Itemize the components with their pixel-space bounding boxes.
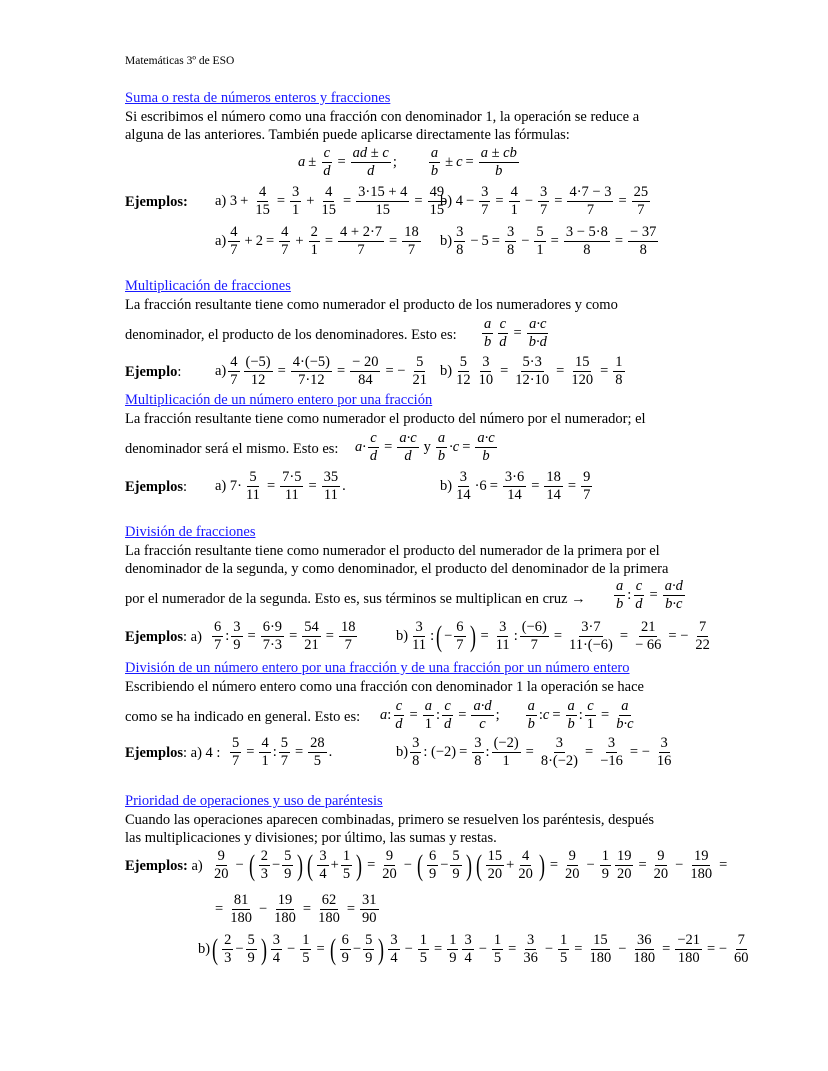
div-examples-label: Ejemplos: a)	[125, 629, 202, 645]
mult-example-b: b) 5 12 $\frac{3}{10}$ = $\frac{5\cdot 3}{12\cdot 10}$ = $\frac{15}{120}$ = $\frac{1}{8}$	[440, 354, 623, 388]
section-title-prioridad: Prioridad de operaciones y uso de paréntesis	[125, 793, 383, 809]
suma-example-a2: a) 4 7 + 2 = $\frac{4}{7}$ + $\frac{2}{1}$ = $\frac{4 + 2\cdot 7}{7}$ = $\frac{18}{7}$	[215, 224, 419, 258]
suma-paragraph-line-2: alguna de las anteriores. También puede aplicarse directamente las fórmulas:	[125, 127, 570, 143]
div-example-b: b) 3 11 : ( − $\frac{6}{7}$ ) = $\frac{3}{11}$ : $\frac{(-6)}{7}$ = $\frac{3\cdot 7}{11\cdot(-6)}$ = $\frac{21}{- 66}$ = − $\frac{7}{22}$	[396, 619, 710, 653]
mult-formula: a b $\frac{c}{d}$ = $\frac{a\cdot c}{b\cdot d}$	[484, 316, 547, 350]
suma-paragraph-line-1: Si escribimos el número como una fracción con denominador 1, la operación se reduce a	[125, 109, 640, 125]
mult-entero-example-a: a) 7· $\frac{5}{11}$ = $\frac{7\cdot 5}{11}$ = $\frac{35}{11}$ .	[215, 469, 346, 503]
div-example-a: 6 7 : $\frac{3}{9}$ = $\frac{6\cdot 9}{7\cdot 3}$ = $\frac{54}{21}$ = $\frac{18}{7}$	[214, 619, 356, 653]
div-paragraph-line-1: La fracción resultante tiene como numerador el producto del numerador de la primera por el	[125, 543, 660, 559]
div-paragraph-line-2: denominador de la segunda, y como denominador, el producto del denominador de la primera	[125, 561, 669, 577]
prioridad-example-a-line-1: 9 20 − ( 2 3 − $\frac{5}{9}$ ) ( 3 4 + $\frac{1}{5}$ ) = $\frac{9}{20}$ − ( 6 9 − $\frac{5}{9}$ ) ( 15 20 + $\frac{4}{20}$ ) = $\frac{9}{20}$ − $\frac{1}{9}$ $\frac{19}{20}$ = $\frac{9}{20}$ − $\frac{19}{180}$ =	[214, 848, 728, 882]
page-header: Matemáticas 3º de ESO	[125, 55, 235, 67]
suma-examples-label: Ejemplos:	[125, 194, 188, 210]
mult-entero-paragraph-line-2: denominador será el mismo. Esto es:	[125, 441, 339, 457]
div-entero-examples-label: Ejemplos: a) 4 :	[125, 745, 221, 761]
mult-paragraph-line-2: denominador, el producto de los denominadores. Esto es:	[125, 327, 457, 343]
suma-example-b1: b) 4 − $\frac{3}{7}$ = $\frac{4}{1}$ − $\frac{3}{7}$ = $\frac{4\cdot 7 - 3}{7}$ = $\frac{25}{7}$	[440, 184, 649, 218]
div-paragraph-line-3: por el numerador de la segunda. Esto es, sus términos se multiplican en cruz →	[125, 591, 586, 607]
div-entero-example-b: b) 3 8 : (−2) = $\frac{3}{8}$ : $\frac{(-2)}{1}$ = $\frac{3}{8\cdot(-2)}$ = $\frac{3}{-16}$ = − $\frac{3}{16}$	[396, 735, 672, 769]
section-title-mult-entero: Multiplicación de un número entero por una fracción	[125, 392, 433, 408]
suma-example-b2: b) 3 8 − 5 = $\frac{3}{8}$ − $\frac{5}{1}$ = $\frac{3 - 5\cdot 8}{8}$ = $\frac{- 37}{8}$	[440, 224, 657, 258]
div-entero-example-a: $\frac{5}{7}$ = $\frac{4}{1}$ : $\frac{5}{7}$ = $\frac{28}{5}$ .	[232, 735, 333, 769]
mult-paragraph-line-1: La fracción resultante tiene como numerador el producto de los numeradores y como	[125, 297, 618, 313]
mult-entero-formula: a· $\frac{c}{d}$ = $\frac{a\cdot c}{d}$ y a b ·c = $\frac{a\cdot c}{b}$	[355, 430, 495, 464]
prioridad-example-a-line-2: = $\frac{81}{180}$ − $\frac{19}{180}$ = $\frac{62}{180}$ = $\frac{31}{90}$	[215, 892, 377, 926]
section-title-div: División de fracciones	[125, 524, 256, 540]
div-entero-paragraph-line-1: Escribiendo el número entero como una fracción con denominador 1 la operación se hace	[125, 679, 644, 695]
suma-example-a1: a) 3 + $\frac{4}{15}$ = $\frac{3}{1}$ + $\frac{4}{15}$ = $\frac{3\cdot 15 + 4}{15}$ = $\frac{49}{15}$	[215, 184, 445, 218]
prioridad-paragraph-line-2: las multiplicaciones y divisiones; por último, las sumas y restas.	[125, 830, 497, 846]
mult-example-a: a) 4 7 $\frac{(-5)}{12}$ = $\frac{4\cdot(-5)}{7\cdot 12}$ = $\frac{- 20}{84}$ = − $\frac{5}{21}$	[215, 354, 427, 388]
section-title-mult: Multiplicación de fracciones	[125, 278, 291, 294]
mult-example-label: Ejemplo:	[125, 364, 182, 380]
prioridad-examples-label: Ejemplos: a)	[125, 858, 203, 874]
div-entero-formula: a : $\frac{c}{d}$ = $\frac{a}{1}$ : $\frac{c}{d}$ = $\frac{a\cdot d}{c}$ ; a b : c = $\frac{a}{b}$ : $\frac{c}{1}$ = $\frac{a}{b\cdot c}$	[380, 698, 634, 732]
prioridad-paragraph-line-1: Cuando las operaciones aparecen combinadas, primero se resuelven los paréntesis, después	[125, 812, 655, 828]
prioridad-example-b: b) ( 2 3 − $\frac{5}{9}$ ) 3 4 − $\frac{1}{5}$ = ( 6 9 − $\frac{5}{9}$ ) 3 4 − $\frac{1}{5}$ = $\frac{1}{9}$ 3 4 − $\frac{1}{5}$ = $\frac{3}{36}$ − $\frac{1}{5}$ = $\frac{15}{180}$ − $\frac{36}{180}$ = $\frac{-21}{180}$ = − $\frac{7}{60}$	[198, 932, 749, 966]
div-formula: a b : $\frac{c}{d}$ = $\frac{a\cdot d}{b\cdot c}$	[616, 578, 683, 612]
div-entero-paragraph-line-2: como se ha indicado en general. Esto es:	[125, 709, 361, 725]
section-title-div-entero: División de un número entero por una fracción y de una fracción por un número entero	[125, 660, 630, 676]
section-title-suma: Suma o resta de números enteros y fracciones	[125, 90, 391, 106]
mult-entero-paragraph-line-1: La fracción resultante tiene como numerador el producto del número por el numerador; el	[125, 411, 646, 427]
mult-entero-example-b: b) 3 14 ·6 = $\frac{3\cdot 6}{14}$ = $\frac{18}{14}$ = $\frac{9}{7}$	[440, 469, 591, 503]
suma-formula: a ± $\frac{c}{d}$ = $\frac{ad \pm c}{d}$ ; a b ± c = $\frac{a \pm cb}{b}$	[298, 145, 517, 179]
mult-entero-examples-label: Ejemplos:	[125, 479, 188, 495]
